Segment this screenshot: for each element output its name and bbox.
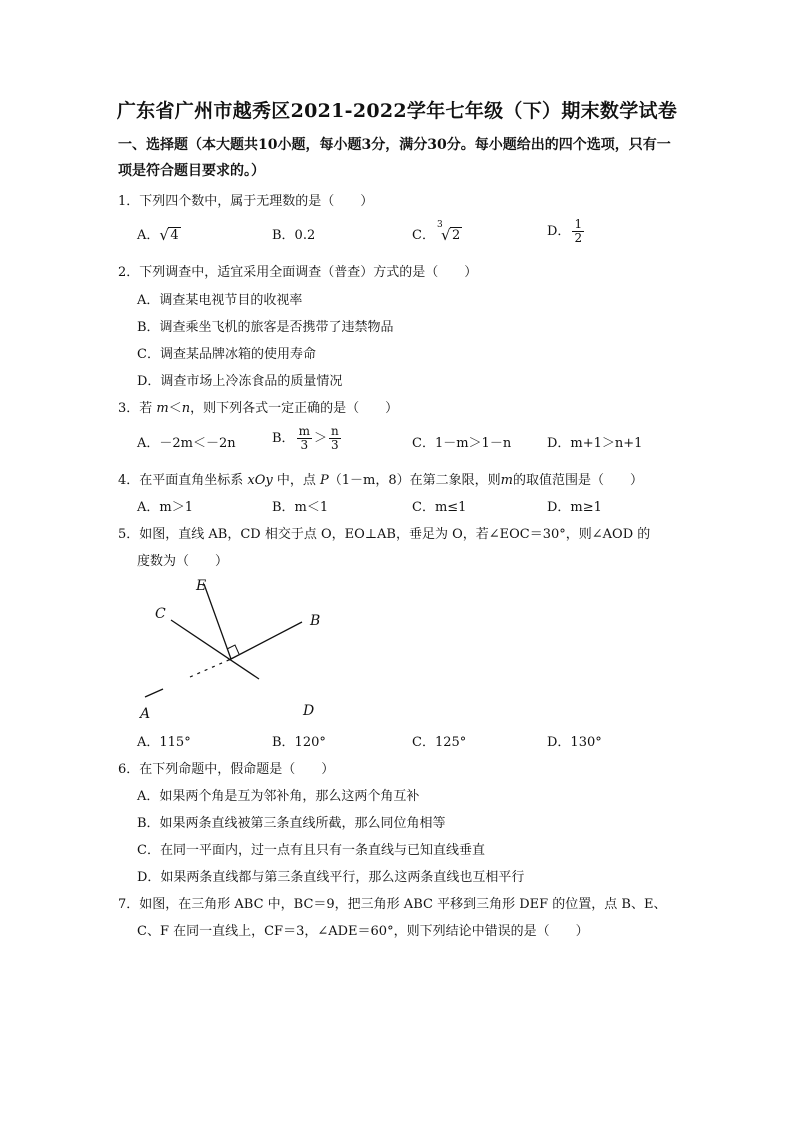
question-5-option-c: C．125° — [412, 735, 467, 750]
question-7-stem-line-2: C、F 在同一直线上，CF＝3，∠ADE＝60°，则下列结论中错误的是（ ） — [137, 924, 589, 939]
point-label-c: C — [155, 606, 166, 622]
question-2-option-b: B．调查乘坐飞机的旅客是否携带了违禁物品 — [137, 320, 394, 335]
question-3-option-a: A．－2m＜－2n — [137, 436, 236, 451]
question-6-option-a: A．如果两个角是互为邻补角，那么这两个角互补 — [137, 789, 420, 804]
point-label-d: D — [303, 703, 315, 719]
question-1-option-a — [137, 224, 181, 243]
question-3-option-c: C．1－m＞1－n — [412, 436, 512, 451]
fraction: $\frac{n}{3}$ — [330, 424, 339, 452]
question-1-option-d — [547, 218, 586, 245]
point-label-e: E — [196, 578, 207, 594]
question-3-stem: 3．若 m＜n，则下列各式一定正确的是（ ） — [118, 401, 399, 416]
question-4-option-c: C．m≤1 — [412, 500, 467, 515]
question-7-stem-line-1: 7．如图，在三角形 ABC 中，BC＝9，把三角形 ABC 平移到三角形 DEF 的位置，点 B、E、 — [118, 897, 667, 912]
option-label: A． — [137, 228, 160, 243]
question-5-stem-line-1: 5．如图，直线 AB，CD 相交于点 O，EO⊥AB，垂足为 O，若∠EOC＝30°，则∠AOD 的 — [118, 527, 651, 542]
radicand: 4 — [170, 228, 179, 243]
numerator: 1 — [574, 217, 583, 231]
fraction — [572, 218, 584, 245]
question-1-option-b: B．0.2 — [272, 228, 316, 243]
question-4-option-b: B．m＜1 — [272, 500, 329, 515]
question-5-option-a: A．115° — [137, 735, 191, 750]
radicand: 2 — [451, 228, 461, 243]
question-5-option-d: D．130° — [547, 735, 602, 750]
question-2-option-c: C．调查某品牌冰箱的使用寿命 — [137, 347, 316, 362]
question-2-option-a: A．调查某电视节目的收视率 — [137, 293, 303, 308]
root-index: 3 — [436, 220, 443, 230]
line-cd — [171, 620, 259, 679]
question-6-option-b: B．如果两条直线被第三条直线所截，那么同位角相等 — [137, 816, 446, 831]
page-title: 广东省广州市越秀区2021-2022学年七年级（下）期末数学试卷 — [116, 100, 678, 122]
denominator: 2 — [574, 231, 583, 245]
question-1-stem: 1．下列四个数中，属于无理数的是（ ） — [118, 194, 374, 209]
question-4-option-d: D．m≥1 — [547, 500, 602, 515]
option-label: D． — [547, 224, 571, 239]
geometry-figure — [135, 572, 335, 722]
line-ab-segment-a — [145, 689, 163, 697]
question-3-option-d: D．m+1＞n+1 — [547, 436, 643, 451]
question-6-stem: 6．在下列命题中，假命题是（ ） — [118, 762, 335, 777]
fraction: $\frac{m}{3}$ — [298, 424, 310, 452]
option-label: B． — [272, 431, 295, 446]
question-1-option-c — [412, 220, 462, 244]
question-4-option-a: A．m＞1 — [137, 500, 193, 515]
line-ab-dashed — [190, 659, 231, 677]
question-2-stem: 2．下列调查中，适宜采用全面调查（普查）方式的是（ ） — [118, 265, 478, 280]
square-root: √ 4 — [159, 226, 179, 244]
ray-eo — [204, 584, 231, 659]
line-ab-segment-b — [229, 622, 302, 660]
question-3-option-b: B． $\frac{m}{3}$ ＞ $\frac{n}{3}$ — [272, 424, 339, 452]
question-6-option-c: C．在同一平面内，过一点有且只有一条直线与已知直线垂直 — [137, 843, 485, 858]
question-4-stem: 4．在平面直角坐标系 xOy 中，点 P（1－m，8）在第二象限，则m的取值范围是（ ） — [118, 473, 643, 488]
point-label-b: B — [310, 613, 321, 629]
question-5-option-b: B．120° — [272, 735, 326, 750]
question-5-stem-line-2: 度数为（ ） — [137, 554, 229, 569]
cube-root: 3 √ 2 — [436, 220, 461, 244]
point-label-a: A — [140, 706, 151, 722]
question-6-option-d: D．如果两条直线都与第三条直线平行，那么这两条直线也互相平行 — [137, 870, 525, 885]
question-2-option-d: D．调查市场上冷冻食品的质量情况 — [137, 374, 343, 389]
option-label: C． — [412, 228, 435, 243]
section-heading: 一、选择题（本大题共10小题，每小题3分，满分30分。每小题给出的四个选项，只有一项是符合题目要求的。） — [118, 137, 671, 179]
